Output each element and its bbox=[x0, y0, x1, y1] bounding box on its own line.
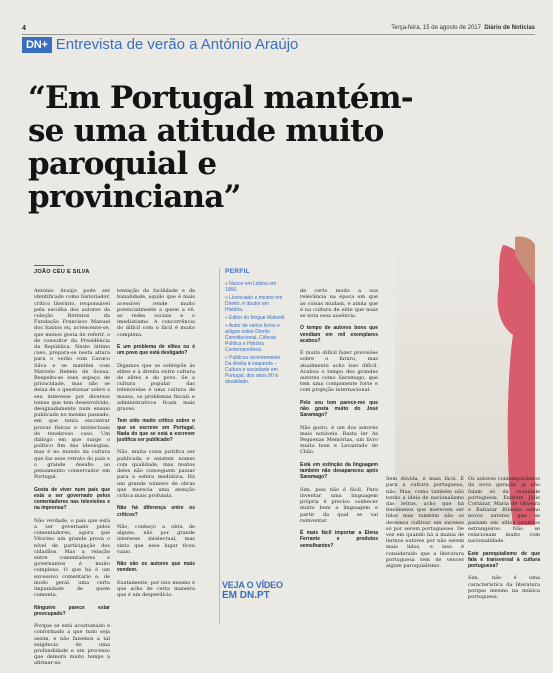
question: Pelo seu tom parece-me que não gosta muito do José Saramago? bbox=[300, 399, 378, 419]
sidebar-item: » Licenciado e mestre em Direito, é doutor em História. bbox=[225, 295, 283, 313]
question: Gosta de viver num país que está a ser governado pelos comentadores nas televisões e na imprensa? bbox=[34, 486, 110, 512]
headline: “Em Portugal mantém-se uma atitude muito paroquial e provinciana” bbox=[28, 80, 413, 215]
body-text: de certo modo a sua relevância na época em que as coisas mudam, e ainda que é na cultura de elite que mais se nota essa ausência. bbox=[300, 288, 378, 320]
author-byline: JOÃO CÉU E SILVA bbox=[34, 269, 90, 275]
video-callout bbox=[222, 580, 283, 601]
answer: Não, conheço a obra de alguns, não por grande interesse intelectual, mas sinto que esse lugar ficou vazio. bbox=[117, 523, 195, 555]
answer: Sim, pois não é fácil. Para inventar uma linguagem própria é preciso conhecer muito bem a linguagem e partir da qual se vai reinventar. bbox=[300, 486, 378, 524]
answer: Digamos que se sobrepõe às elites e à direita entre cultura de elites e do povo. Se a cultura popular das telenovelas é uma cultura de massa, os problemas fiscais e administrativos ficam mais graves. bbox=[117, 362, 195, 413]
sidebar-item: » Autor de vários livros e artigos sobre Direito Constitucional, Ciência Política e História Contemporânea. bbox=[225, 323, 280, 353]
answer: Sim, não é uma característica da literatura porque mesmo na música portuguesa. bbox=[468, 575, 540, 601]
article-column-4 bbox=[386, 470, 464, 626]
body-text: Os autores contemporâneos da nova geração já não falam só da realidade portuguesa. Existem Júlio Cortázar, Maria de Oliveira e Baltazar Bibiano como novos autores que se passam em sítios cenários estrangeiros. Não se relacionam muito com nacionalidade. bbox=[468, 476, 540, 545]
video-callout-line2: EM DN.PT bbox=[222, 590, 270, 601]
question: Não são os autores que mais vendem. bbox=[117, 561, 195, 574]
question: É mais fácil importar a Elena Ferrante e produtos semelhantes? bbox=[300, 530, 378, 549]
dateline-date: Terça-feira, 15 de agosto de 2017 bbox=[391, 25, 481, 31]
answer: É muito difícil fazer previsões sobre o futuro, mas atualmente acho isso difícil. Acabou o tempo dos grandes autores como Saramago, que tem uma componente forte e com projeção internacional. bbox=[300, 350, 378, 394]
body-text: tentação da facilidade e da banalidade, aquilo que é mais acessível rende muito potencialmente a quem a vê, as redes sociais e o imediatismo. A concorrência do difícil com o fácil é muito complexa. bbox=[117, 288, 195, 338]
question: Está em extinção da linguagem também não desapareceu após Saramago? bbox=[300, 461, 378, 481]
question: E um problema de elites ou é um povo que está desligado? bbox=[117, 344, 195, 357]
sidebar-title: PERFIL bbox=[225, 268, 250, 275]
article-column-2 bbox=[117, 282, 195, 624]
question: Tem sido muito crítico sobre o que se escreve em Portugal. Nada do que se está a escrever justifica ser publicado? bbox=[117, 418, 195, 444]
article-column-3 bbox=[300, 282, 378, 624]
page-number: 4 bbox=[22, 25, 26, 32]
video-callout-line1: VEJA O VÍDEO bbox=[222, 580, 283, 590]
article-column-1 bbox=[34, 282, 110, 667]
section-title: Entrevista de verão a António Araújo bbox=[55, 36, 299, 53]
section-badge: DN+ bbox=[22, 37, 52, 53]
question: Ninguém parece estar preocupado? bbox=[34, 604, 110, 617]
question: O tempo de autores bons que vendiam em mil exemplares acabou? bbox=[300, 325, 378, 344]
question: Este paroquialismo de que fala é transversal à cultura portuguesa? bbox=[468, 550, 540, 570]
answer: Não verdade, o país que está a ser governado pelos comentadores, agora que Vitorino um grande prova o nível de participação dos cidadãos. Mas a relação entre comentadores e governantes é muito complexa. O que há é um excessivo comentário e, de modo geral, uma certa impunidade de quem comenta. bbox=[34, 517, 110, 599]
answer: Não gosto, é um dos autores mais notáveis. Basta ler As Pequenas Memórias, um livro muito bom e Levantado do Chão. bbox=[300, 424, 378, 456]
question: Não há diferença entre os críticos? bbox=[117, 505, 195, 518]
sidebar-item: » Nasce em Lisboa em 1966. bbox=[225, 281, 277, 293]
profile-sidebar bbox=[219, 268, 287, 624]
answer: Não, muita coisa justifica ser publicada e existem nomes com qualidade, mas muitos deles não conseguem passar para a esfera mediática. Há um grande número de obras que merecia uma atenção crítica mais profunda. bbox=[117, 449, 195, 499]
body-text: Sem dúvida, é mais fácil. E para a cultura portuguesa, não. Mas, como também não tenho a ideia de nacionalismo das letras, acho que há fenómenos que merecem ser lidos mas também não os devemos cultivar em excesso só por serem portugueses. De vez em quando há a mania de lermos autores por não serem mais lidos, e isso é considerado que a literatura portuguesa tem de vencer algum paroquialismo. bbox=[386, 476, 464, 570]
answer: Porque se está acostumado e conformado a que tudo seja assim, e não fazemos a tal exigência de uma profundidade e um processo que demora muito tempo a afirmar-se. bbox=[34, 623, 110, 667]
dateline bbox=[391, 25, 535, 31]
sidebar-item: » Publicou recentemente Da direita à esquerda – Cultura e sociedade em Portugal, dos anos 80 à atualidade. bbox=[225, 355, 281, 385]
article-column-5 bbox=[468, 470, 540, 626]
section-header bbox=[22, 36, 298, 53]
paper-name: Diário de Notícias bbox=[484, 25, 535, 31]
answer: Exatamente, por isso mesmo é que acho de certa maneira que é um desperdício. bbox=[117, 579, 195, 599]
header-rule bbox=[22, 34, 535, 35]
sidebar-item: » Editor do blogue Malomil. bbox=[225, 315, 286, 321]
intro-text: António Araújo pode ser identificado como historiador, crítico literário, responsável pela escolha dos autores da coleção Retratos da Fundação Francisco Manuel dos Santos ou, acrescente-se, que menos gosta de referir, o de consultor da Presidência da República. Neste último caso, prepara-se nesta altura para o verão com Cavaco Silva e se mantém com Marcelo Rebelo de Sousa. Respeita-se esse espaço de privacidade, mas não se deixa de o questionar sobre o seu interesse por diversos temas que tem desenvolvido, designadamente num ensaio publicado no mesmo passado, em que tenta encontrar provas físicas e intelectuais do tenebroso caso. Um diálogo em que surge o político fim das ideologias, mas é no mundo da cultura que faz esse retrato do país e o grande desafio ao pensamento conservador em Portugal. bbox=[34, 288, 110, 481]
